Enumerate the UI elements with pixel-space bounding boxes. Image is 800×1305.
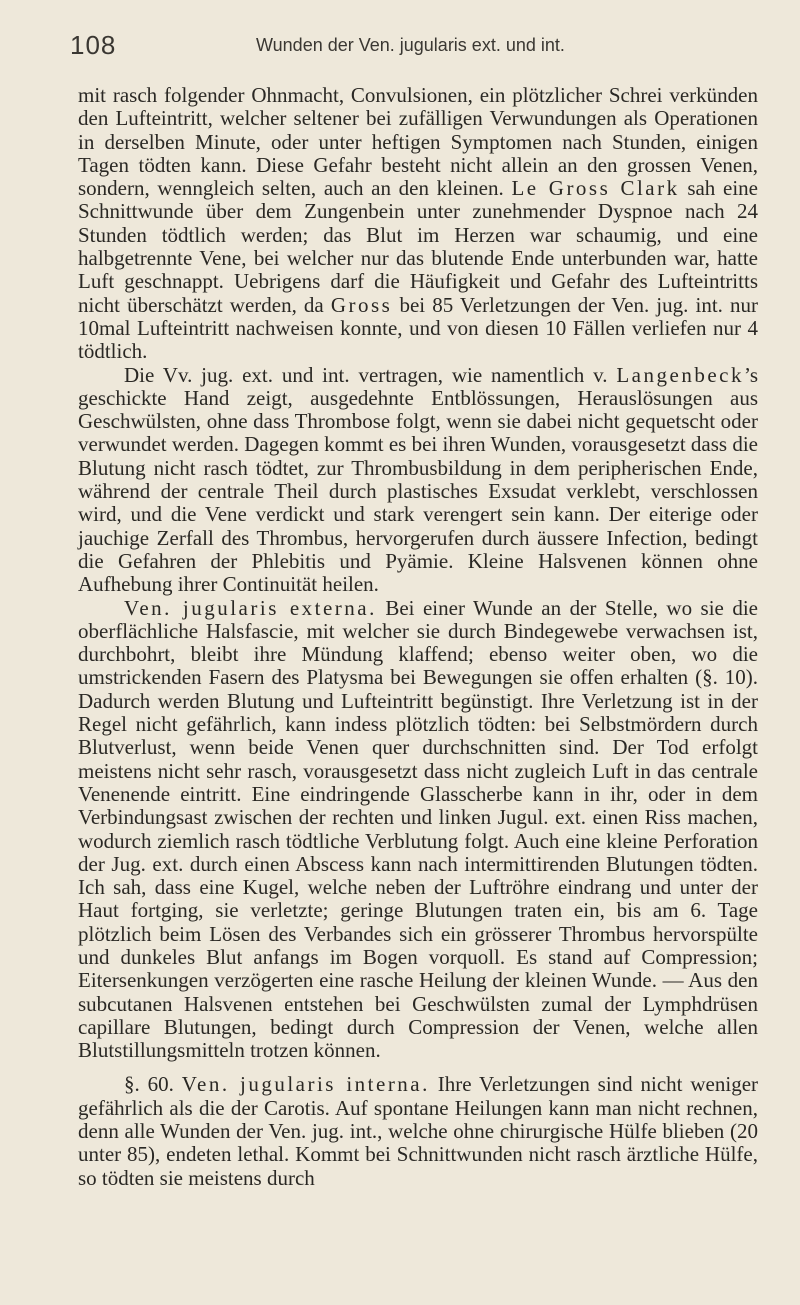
text-run: Bei einer Wunde an der Stelle, wo sie die oberflächliche Halsfascie, mit welcher sie durch Bindegewebe verwachsen ist, durchbohrt, bleibt ihre Mündung klaffend; ebenso weiter oben, wo die umstrickenden Fasern des Platysma bei Bewegungen sie offen erhalten (§. 10). Dadurch werden Blutung und Lufteintritt begünstigt. Ihre Verletzung ist in der Regel nicht gefährlich, kann indess plötzlich tödten: bei Selbstmördern durch Blutverlust, wenn beide Venen quer durchschnitten sind. Der Tod erfolgt meistens nicht sehr rasch, vorausgesetzt dass nicht zugleich Luft in das centrale Venenende eintritt. Eine eindringende Glasscherbe kann in ihr, oder in dem Verbindungsast zwischen der rechten und linken Jugul. ext. einen Riss machen, wodurch ziemlich rasch tödtliche Verblutung folgt. Auch eine kleine Perforation der Jug. ext. durch einen Abscess kann nach intermittirenden Blutungen tödten. Ich sah, dass eine Kugel, welche neben der Luftröhre eindrang und unter der Haut fortging, sie verletzte; geringe Blutungen traten ein, bis am 6. Tage plötzlich beim Lösen des Verbandes sich ein grösserer Thrombus hervorspülte und dunkeles Blut anfangs im Bogen vorquoll. Es stand auf Compression; Eitersenkungen verzögerten eine rasche Heilung der kleinen Wunde. — Aus den subcutanen Halsvenen entstehen bei Geschwülsten zumal der Lymphdrüsen capillare Blutungen, bedingt durch Compression der Venen, welche allen Blutstillungsmitteln trotzen können. [78, 595, 758, 1063]
section-heading: Ven. jugularis interna. [181, 1072, 430, 1097]
text-run: mit rasch folgender Ohnmacht, Convulsionen, ein plötzlicher Schrei verkünden den Lufteintritt, welcher seltener bei zufälligen Verwundungen als Operationen in derselben Minute, oder unter heftigen Symptomen nach Stunden, einigen Tagen tödten kann. Diese Gefahr besteht nicht allein an den grossen Venen, sondern, wenngleich selten, auch an den kleinen. [78, 83, 758, 201]
text-run: bei 85 Verletzungen der Ven. jug. int. nur 10mal Lufteintritt nachweisen konnte, und von diesen 10 Fällen verliefen nur 4 tödtlich. [78, 292, 758, 364]
author-name: Le Gross Clark [511, 176, 680, 201]
text-run: sah eine Schnittwunde über dem Zungenbein unter zunehmender Dyspnoe nach 24 Stunden tödtlich werden; das Blut im Herzen war schaumig, und eine halbgetrennte Vene, bei welcher nur das blutende Ende unterbunden war, hatte Luft geschnappt. Uebrigens darf die Häufigkeit und Gefahr des Lufteintritts nicht überschätzt werden, da [78, 176, 758, 317]
paragraph-3 [78, 597, 758, 1063]
paragraph-4 [78, 1073, 758, 1189]
page-number: 108 [70, 30, 117, 60]
paragraph-1 [78, 84, 758, 364]
text-run: Ihre Verletzungen sind nicht weniger gefährlich als die der Carotis. Auf spontane Heilungen kann man nicht rechnen, denn alle Wunden der Ven. jug. int., welche ohne chirurgische Hülfe blieben (20 unter 85), endeten lethal. Kommt bei Schnittwunden nicht rasch ärztliche Hülfe, so tödten sie meistens durch [78, 1072, 759, 1190]
author-name: Gross [330, 292, 393, 317]
paragraph-2 [78, 364, 758, 597]
running-head: Wunden der Ven. jugularis ext. und int. [256, 35, 565, 55]
body-text [78, 84, 758, 1190]
subsection-heading: Ven. jugularis externa. [124, 595, 377, 620]
section-number: §. 60. [124, 1072, 182, 1097]
page-header [70, 30, 760, 70]
text-run: ’s geschickte Hand zeigt, ausgedehnte Entblössungen, Herauslösungen aus Geschwülsten, ohne dass Thrombose folgt, wenn sie dabei nicht gequetscht oder verwundet werden. Dagegen kommt es bei ihren Wunden, vorausgesetzt dass die Blutung nicht rasch tödtet, zur Thrombusbildung in dem peripherischen Ende, während der centrale Theil durch plastisches Exsudat verklebt, verschlossen wird, und die Vene verdickt und stark verengert sein kann. Der eiterige oder jauchige Zerfall des Thrombus, hervorgerufen durch äussere Infection, bedingt die Gefahren der Phlebitis und Pyämie. Kleine Halsvenen können ohne Aufhebung ihrer Continuität heilen. [78, 362, 758, 597]
author-name: Langenbeck [616, 362, 744, 387]
text-run: Die Vv. jug. ext. und int. vertragen, wie namentlich v. [124, 362, 617, 387]
